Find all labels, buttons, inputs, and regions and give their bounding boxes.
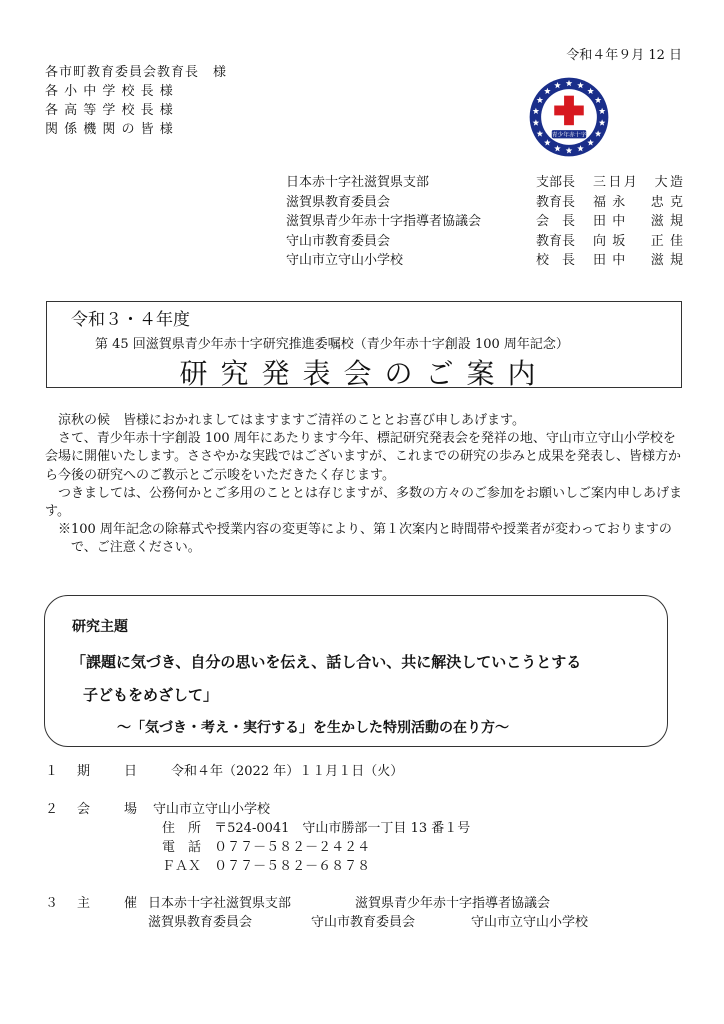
intro-paragraph: さて、青少年赤十字創設 100 周年にあたります今年、標記研究発表会を発祥の地、守山市立守山小学校を会場に開催いたします。ささやかな実践ではございますが、これまでの研究の歩みと成果を発表し、皆様方から今後の研究へのご教示とご示唆をいただきたく存じます。	[45, 431, 681, 483]
document-date: 令和４年９月 12 日	[566, 48, 682, 63]
host-org: 滋賀県青少年赤十字指導者協議会	[355, 896, 551, 911]
venue-name: 守山市立守山小学校	[153, 802, 271, 817]
address-label: 住 所	[162, 821, 202, 836]
recipient: 各 高 等 学 校 長 様	[45, 103, 174, 118]
intro-text	[45, 412, 685, 558]
sender-row	[286, 193, 686, 213]
detail-date	[45, 762, 403, 781]
sender-row	[286, 251, 686, 271]
theme-line: 「課題に気づき、自分の思いを伝え、話し合い、共に解決していこうとする	[71, 653, 582, 671]
detail-number: ２	[45, 802, 59, 817]
detail-venue	[45, 800, 505, 880]
theme-label: 研究主題	[72, 619, 128, 635]
detail-label: 会 場	[77, 802, 137, 817]
detail-hosts	[45, 894, 645, 934]
intro-paragraph: つきましては、公務何かとご多用のこととは存じますが、多数の方々のご参加をお願いしご案内申しあげます。	[45, 485, 683, 520]
detail-label: 主 催	[77, 896, 137, 911]
sender-row	[286, 212, 686, 232]
sender-list	[286, 173, 686, 271]
host-org: 守山市教育委員会	[311, 915, 416, 930]
sender-name: 福永 忠克	[593, 194, 683, 210]
recipient: 各市町教育委員会教育長 様	[45, 65, 228, 80]
sender-position: 支部長	[536, 175, 576, 190]
recipient: 各 小 中 学 校 長 様	[45, 84, 174, 99]
recipient: 関 係 機 関 の 皆 様	[45, 122, 174, 137]
logo-text: 青少年赤十字	[551, 132, 587, 139]
host-org: 日本赤十字社滋賀県支部	[148, 896, 292, 911]
page-title: 研究発表会のご案内	[179, 357, 549, 390]
title-year: 令和３・４年度	[71, 310, 190, 330]
detail-number: ３	[45, 896, 59, 911]
theme-line: 子どもをめざして」	[83, 686, 219, 704]
intro-note: ※100 周年記念の除幕式や授業内容の変更等により、第１次案内と時間帯や授業者が変わっておりますので、ご注意ください。	[58, 522, 672, 556]
intro-paragraph: 涼秋の候 皆様におかれましてはますますご清祥のこととお喜び申しあげます。	[58, 413, 525, 428]
detail-label: 期 日	[77, 764, 137, 779]
sender-name: 田中 滋規	[593, 214, 683, 229]
sender-org: 滋賀県教育委員会	[286, 194, 391, 210]
sender-position: 会 長	[536, 214, 576, 229]
fax-label: ＦＡＸ	[162, 859, 202, 874]
sender-name: 向坂 正佳	[593, 233, 683, 249]
research-theme-box	[44, 595, 668, 747]
host-org: 滋賀県教育委員会	[148, 915, 253, 930]
sender-org: 守山市教育委員会	[286, 233, 391, 249]
host-org: 守山市立守山小学校	[471, 915, 589, 930]
venue-address: 〒524-0041 守山市勝部一丁目 13 番１号	[214, 821, 471, 836]
junior-red-cross-logo	[528, 76, 610, 158]
sender-org: 滋賀県青少年赤十字指導者協議会	[286, 214, 482, 229]
venue-tel: ０７７－５８２－２４２４	[214, 840, 371, 855]
detail-number: １	[45, 764, 59, 779]
detail-value: 令和４年（2022 年）１１月１日（火）	[171, 764, 404, 779]
sender-name: 三日月 大造	[593, 175, 683, 190]
sender-name: 田中 滋規	[593, 253, 683, 268]
sender-org: 日本赤十字社滋賀県支部	[286, 175, 430, 190]
sender-org: 守山市立守山小学校	[286, 253, 404, 268]
theme-subtitle: ～「気づき・考え・実行する」を生かした特別活動の在り方～	[117, 720, 509, 736]
title-box	[46, 301, 682, 388]
title-subtitle: 第 45 回滋賀県青少年赤十字研究推進委嘱校（青少年赤十字創設 100 周年記念）	[95, 337, 569, 352]
tel-label: 電 話	[162, 840, 202, 855]
recipient-list	[45, 63, 227, 139]
sender-position: 教育長	[536, 233, 576, 249]
venue-fax: ０７７－５８２－６８７８	[214, 859, 371, 874]
sender-row	[286, 173, 686, 193]
sender-row	[286, 232, 686, 252]
sender-position: 校 長	[536, 253, 576, 268]
sender-position: 教育長	[536, 194, 576, 210]
